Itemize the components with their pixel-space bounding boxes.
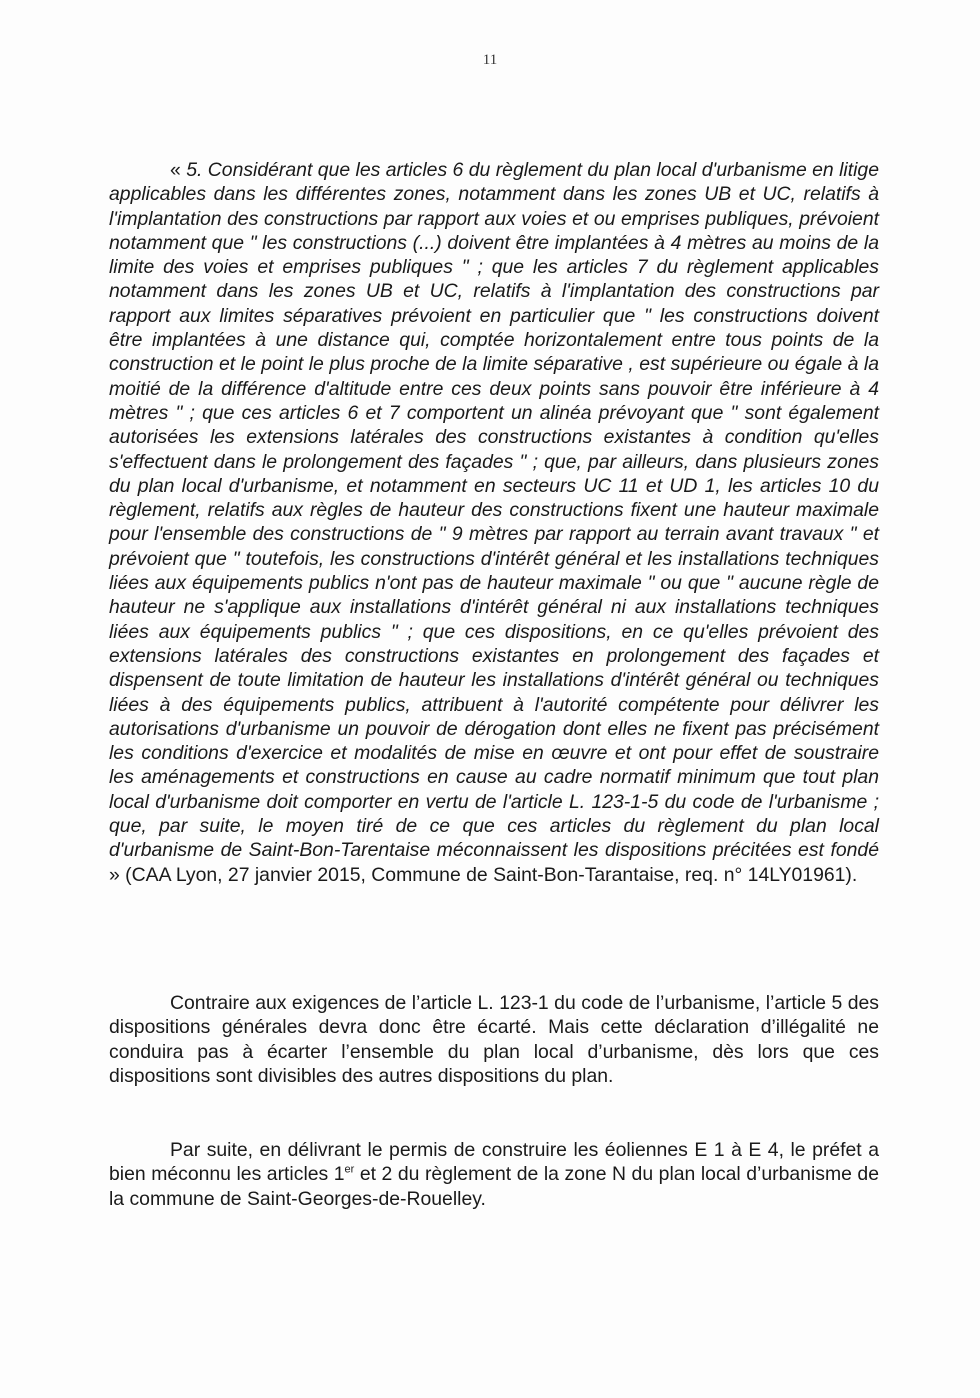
paragraph-illegality <box>109 991 879 1088</box>
quoted-jurisprudence <box>109 158 879 887</box>
ordinal-superscript: er <box>344 1163 355 1176</box>
page-number: 11 <box>482 52 498 68</box>
paragraph-text-start: Par suite, en délivrant le permis de construire les éoliennes E 1 à E 4, le préfet a bien méconnu les articles 1 <box>109 1139 879 1186</box>
quoted-text: 5. Considérant que les articles 6 du règlement du plan local d'urbanisme en litige applicables dans les différentes zones, notamment dans les zones UB et UC, relatifs à l'implantation des constructions par rapport aux voies et ou emprises publiques, prévoient notamment que " les constructions (...) doivent être implantées à 4 mètres au moins de la limite des voies et emprises publiques " ; que les articles 7 du règlement applicables notamment dans les zones UB et UC, relatifs à l'implantation des constructions par rapport aux limites séparatives prévoient en particulier que " les constructions doivent être implantées à une distance qui, comptée horizontalement entre tous points de la construction et le point le plus proche de la limite séparative , est supérieure ou égale à la moitié de la différence d'altitude entre ces deux points sans pouvoir être inférieure à 4 mètres " ; que ces articles 6 et 7 comportent un alinéa prévoyant que " sont également autorisées les extensions latérales des constructions existantes à condition qu'elles s'effectuent dans le prolongement des façades " ; que, par ailleurs, dans plusieurs zones du plan local d'urbanisme, et notamment en secteurs UC 11 et UD 1, les articles 10 du règlement, relatifs aux règles de hauteur des constructions fixent une hauteur maximale pour l'ensemble des constructions de " 9 mètres par rapport au terrain avant travaux " et prévoient que " toutefois, les constructions d'intérêt général et les installations techniques liées aux équipements publics n'ont pas de hauteur maximale " ou que " aucune règle de hauteur ne s'applique aux installations d'intérêt général ni aux installations techniques liées aux équipements publics " ; que ces dispositions, en ce qu'elles prévoient des extensions latérales des constructions existantes en prolongement des façades et dispensent de toute limitation de hauteur les installations d'intérêt général ou techniques liées à des équipements publics, attribuent à l'autorité compétente pour délivrer les autorisations d'urbanisme un pouvoir de dérogation dont elles ne fixent pas précisément les conditions d'exercice et modalités de mise en œuvre et ont pour effet de soustraire les aménagements et constructions en cause au cadre normatif minimum que tout plan local d'urbanisme doit comporter en vertu de l'article L. 123-1-5 du code de l'urbanisme ; que, par suite, le moyen tiré de ce que ces articles du règlement du plan local d'urbanisme de Saint-Bon-Tarentaise méconnaissent les dispositions précitées est fondé <box>109 159 879 862</box>
paragraph-text-end: et 2 du règlement de la zone N du plan local d’urbanisme de la commune de Saint-Georges-de-Rouelley. <box>109 1163 879 1210</box>
citation-reference: » (CAA Lyon, 27 janvier 2015, Commune de Saint-Bon-Tarantaise, req. n° 14LY01961). <box>109 863 858 886</box>
paragraph-conclusion <box>109 1138 879 1211</box>
paragraph-text: Contraire aux exigences de l’article L. 123-1 du code de l’urbanisme, l’article 5 des dispositions générales devra donc être écarté. Mais cette déclaration d’illégalité ne conduira pas à écarter l’ensemble du plan local d’urbanisme, dès lors que ces dispositions sont divisibles des autres dispositions du plan. <box>109 992 879 1087</box>
opening-quote-mark: « <box>170 159 187 181</box>
